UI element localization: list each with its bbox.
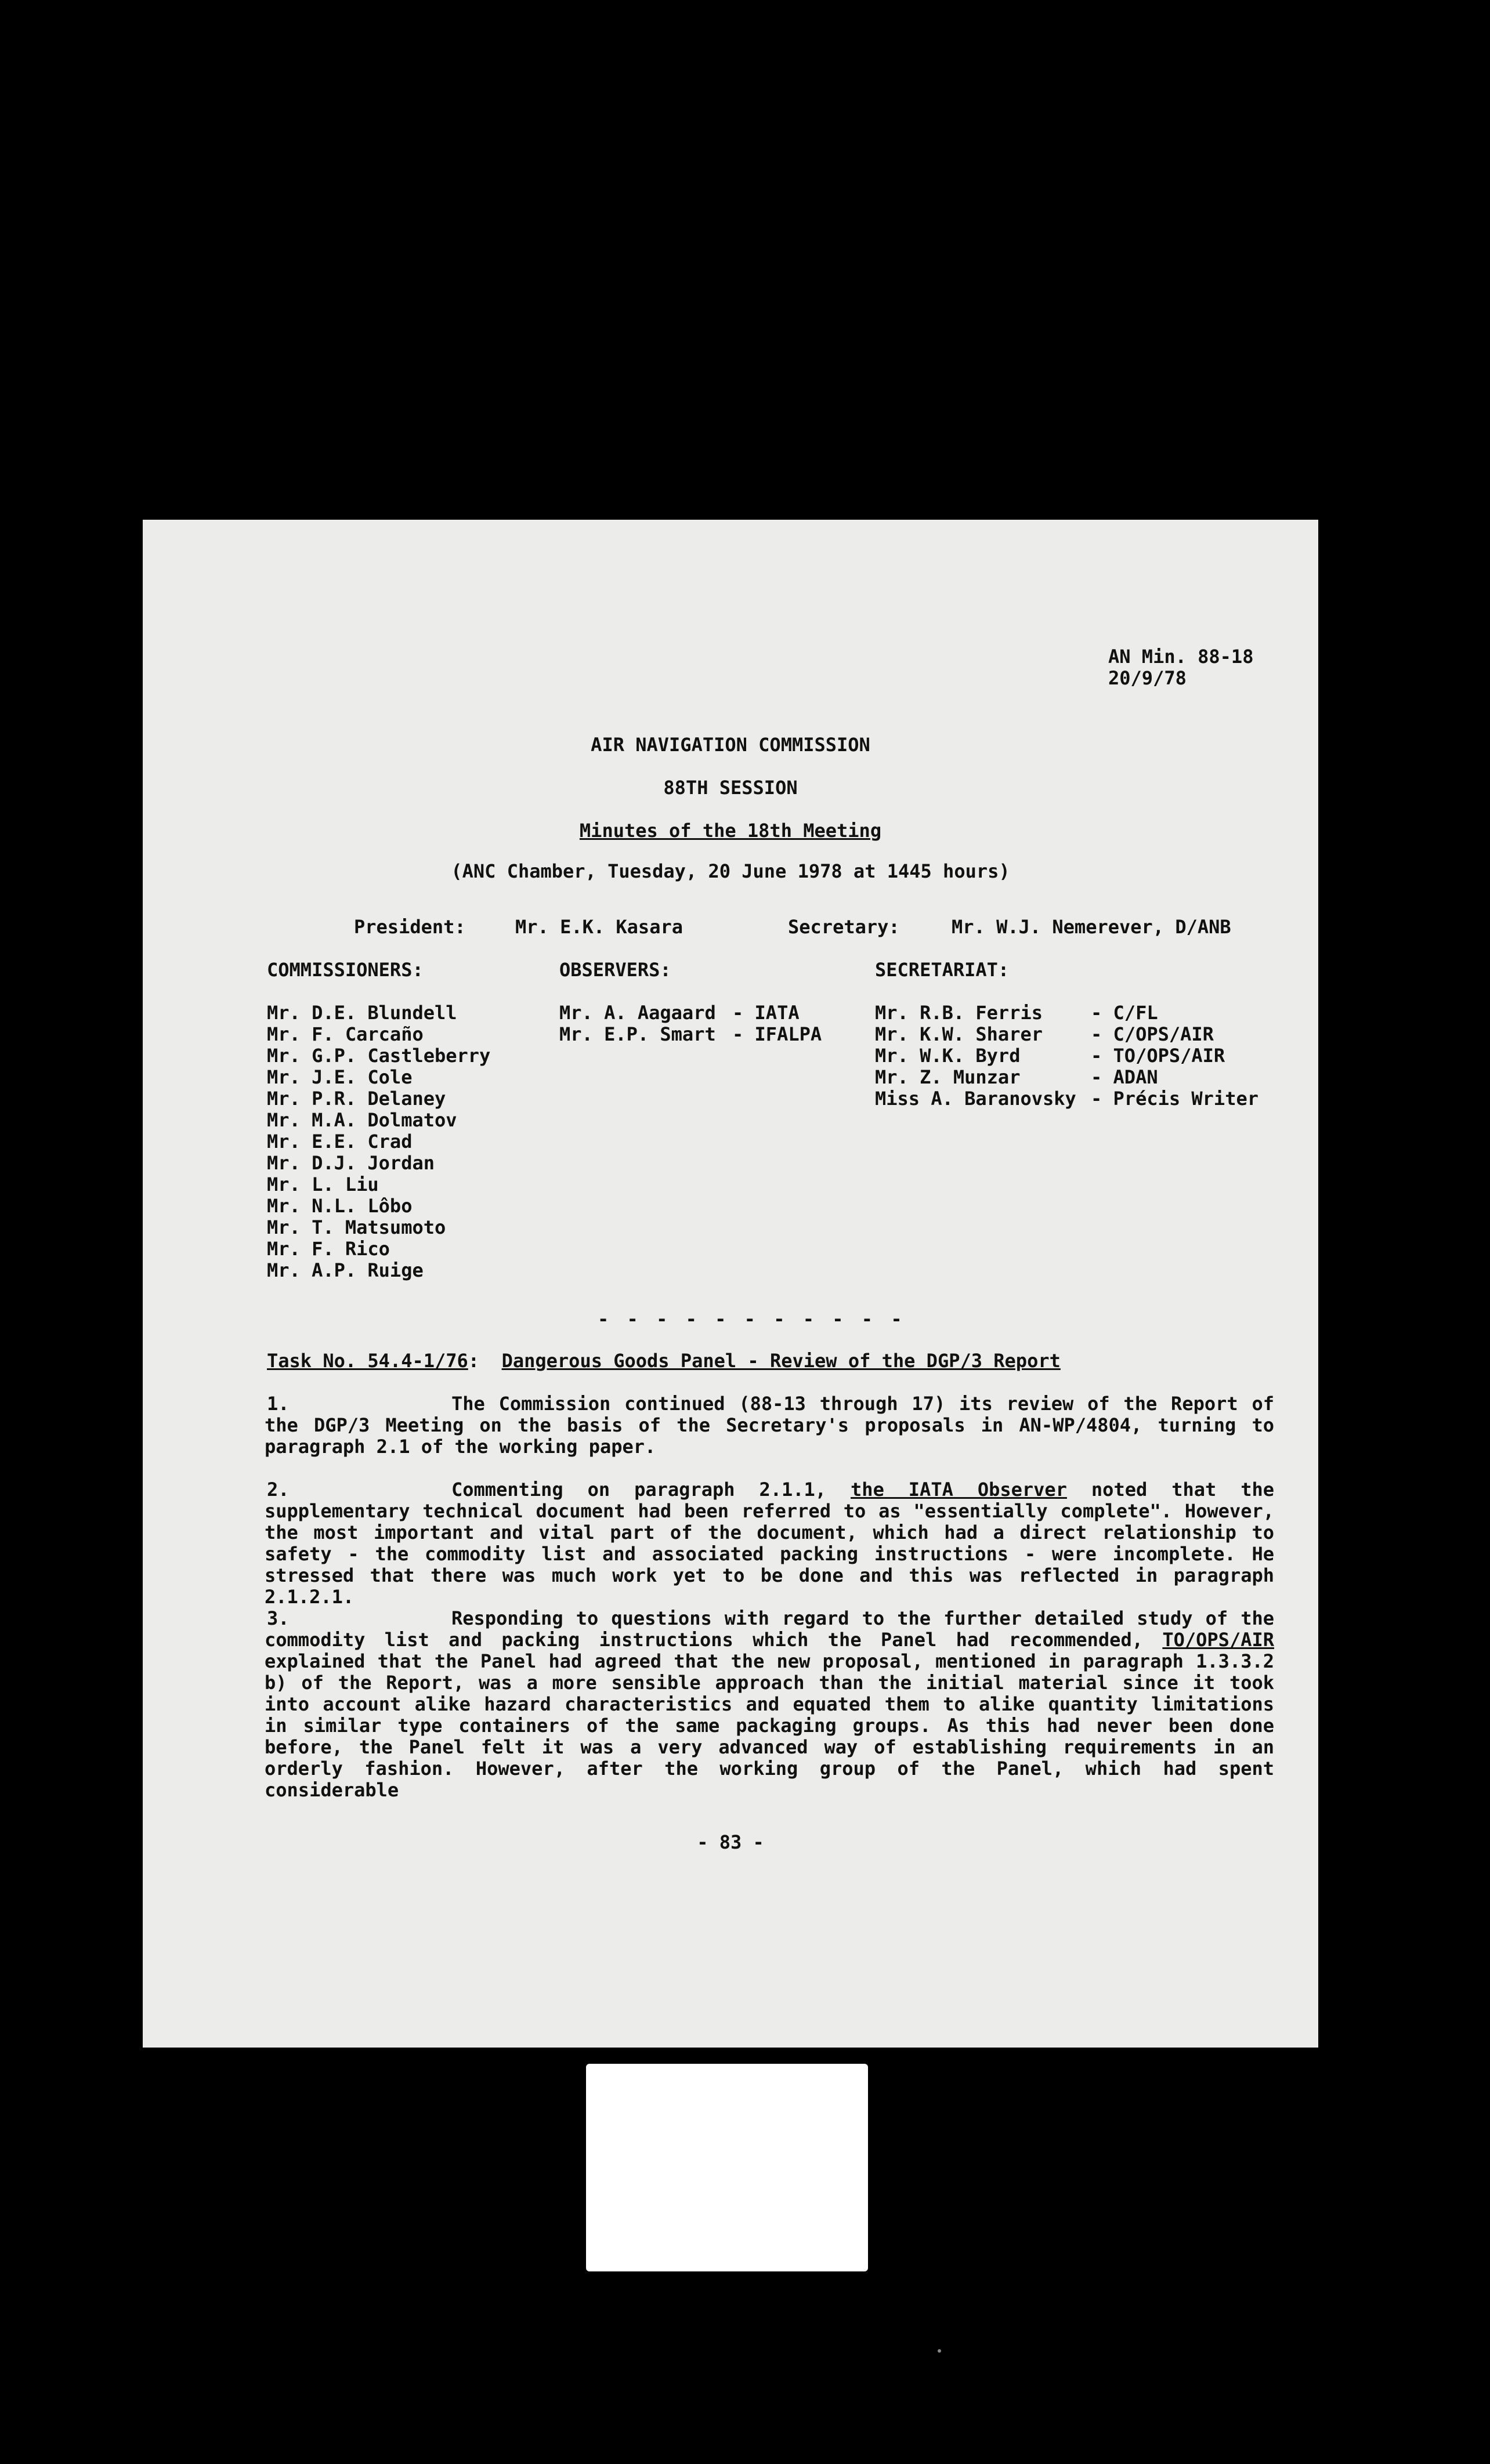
session-title: 88TH SESSION bbox=[663, 777, 798, 799]
paragraph-2-text-b: noted that the supplementary technical document had been referred to as "essentially complete". However, the most important and vital part of the document, which had a direct relationship to safety - the commodity list and associated packing instructions - were incomplete. He stressed that there was much work yet to be done and this was reflected in paragraph 2.1.2.1. bbox=[265, 1479, 1275, 1608]
paragraph-2 bbox=[265, 1479, 1274, 1608]
secretariat-name: Mr. W.K. Byrd bbox=[875, 1045, 1021, 1067]
commissioner-name: Mr. F. Carcaño bbox=[267, 1023, 424, 1045]
task-number: Task No. 54.4-1/76 bbox=[267, 1350, 468, 1372]
commissioner-name: Mr. T. Matsumoto bbox=[267, 1216, 446, 1238]
secretariat-role: - C/FL bbox=[1091, 1002, 1158, 1024]
film-speck bbox=[938, 2349, 941, 2353]
secretary-label: Secretary: bbox=[788, 916, 900, 938]
secretariat-role: - Précis Writer bbox=[1091, 1088, 1258, 1110]
president-name: Mr. E.K. Kasara bbox=[515, 916, 683, 938]
secretary-name: Mr. W.J. Nemerever, D/ANB bbox=[952, 916, 1231, 938]
commission-title: AIR NAVIGATION COMMISSION bbox=[591, 734, 870, 756]
task-title: Dangerous Goods Panel - Review of the DGP/3 Report bbox=[501, 1350, 1061, 1372]
paragraph-1-text: The Commission continued (88-13 through 17) its review of the Report of the DGP/3 Meeting on the basis of the Secretary's proposals in AN-WP/4804, turning to paragraph 2.1 of the working paper. bbox=[265, 1393, 1274, 1458]
secretariat-roles bbox=[1091, 1002, 1258, 1110]
commissioner-name: Mr. N.L. Lôbo bbox=[267, 1195, 413, 1217]
secretariat-names bbox=[875, 1002, 1076, 1110]
document-reference: AN Min. 88-18 bbox=[1108, 646, 1254, 668]
commissioner-name: Mr. D.E. Blundell bbox=[267, 1002, 457, 1024]
paragraph-3-number: 3. bbox=[267, 1607, 290, 1629]
document-page bbox=[143, 520, 1318, 2048]
observer-org: - IFALPA bbox=[732, 1023, 822, 1045]
observer-name: Mr. E.P. Smart bbox=[559, 1023, 716, 1045]
paragraph-3 bbox=[265, 1608, 1274, 1801]
secretariat-heading: SECRETARIAT: bbox=[875, 959, 1010, 981]
observer-org: - IATA bbox=[732, 1002, 800, 1024]
meeting-title bbox=[143, 820, 1318, 842]
commissioner-name: Mr. G.P. Castleberry bbox=[267, 1045, 491, 1067]
commissioner-name: Mr. L. Liu bbox=[267, 1173, 379, 1195]
commissioner-name: Mr. P.R. Delaney bbox=[267, 1088, 446, 1110]
secretariat-name: Mr. Z. Munzar bbox=[875, 1066, 1021, 1088]
commissioner-name: Mr. F. Rico bbox=[267, 1238, 390, 1260]
observers-orgs bbox=[732, 1002, 822, 1045]
president-label: President: bbox=[354, 916, 466, 938]
paragraph-3-text-b: explained that the Panel had agreed that the new proposal, mentioned in paragraph 1.3.3.2 b) of the Report, was a more sensible approach than the initial material since it took into account alike hazard characteristics and equated them to alike quantity limitations in similar type containers of the same packaging groups. As this had never been done before, the Panel felt it was a very advanced way of establishing requirements in an orderly fashion. However, after the working group of the Panel, which had spent considerable bbox=[265, 1650, 1274, 1801]
secretariat-role: - ADAN bbox=[1091, 1066, 1158, 1088]
observer-name: Mr. A. Aagaard bbox=[559, 1002, 716, 1024]
commissioner-name: Mr. M.A. Dolmatov bbox=[267, 1109, 457, 1131]
meeting-title-text: Minutes of the 18th Meeting bbox=[579, 820, 882, 842]
commissioner-name: Mr. J.E. Cole bbox=[267, 1066, 413, 1088]
document-date: 20/9/78 bbox=[1108, 667, 1187, 689]
white-card bbox=[586, 2064, 868, 2271]
commissioner-name: Mr. E.E. Crad bbox=[267, 1130, 413, 1153]
secretariat-name: Mr. R.B. Ferris bbox=[875, 1002, 1043, 1024]
observers-heading: OBSERVERS: bbox=[559, 959, 671, 981]
secretariat-name: Miss A. Baranovsky bbox=[875, 1088, 1076, 1110]
meeting-location: (ANC Chamber, Tuesday, 20 June 1978 at 1445 hours) bbox=[451, 860, 1010, 882]
paragraph-3-text-a: Responding to questions with regard to the further detailed study of the commodity list and packing instructions which the Panel had recommended, bbox=[265, 1607, 1274, 1651]
task-colon: : bbox=[468, 1350, 480, 1372]
task-heading bbox=[267, 1350, 1061, 1372]
paragraph-3-speaker: TO/OPS/AIR bbox=[1162, 1629, 1274, 1651]
paragraph-2-speaker: the IATA Observer bbox=[851, 1479, 1067, 1501]
observers-names bbox=[559, 1002, 716, 1045]
commissioner-name: Mr. A.P. Ruige bbox=[267, 1259, 424, 1281]
secretariat-role: - TO/OPS/AIR bbox=[1091, 1045, 1225, 1067]
paragraph-2-number: 2. bbox=[267, 1479, 290, 1501]
commissioners-list bbox=[267, 1002, 490, 1281]
page-number: - 83 - bbox=[697, 1831, 764, 1853]
secretariat-name: Mr. K.W. Sharer bbox=[875, 1023, 1043, 1045]
paragraph-1-number: 1. bbox=[267, 1393, 290, 1415]
paragraph-2-text-a: Commenting on paragraph 2.1.1, bbox=[451, 1479, 851, 1501]
secretariat-role: - C/OPS/AIR bbox=[1091, 1023, 1214, 1045]
paragraph-1 bbox=[265, 1393, 1274, 1458]
commissioners-heading: COMMISSIONERS: bbox=[267, 959, 424, 981]
commissioner-name: Mr. D.J. Jordan bbox=[267, 1152, 435, 1174]
section-divider: - - - - - - - - - - - bbox=[598, 1308, 906, 1330]
